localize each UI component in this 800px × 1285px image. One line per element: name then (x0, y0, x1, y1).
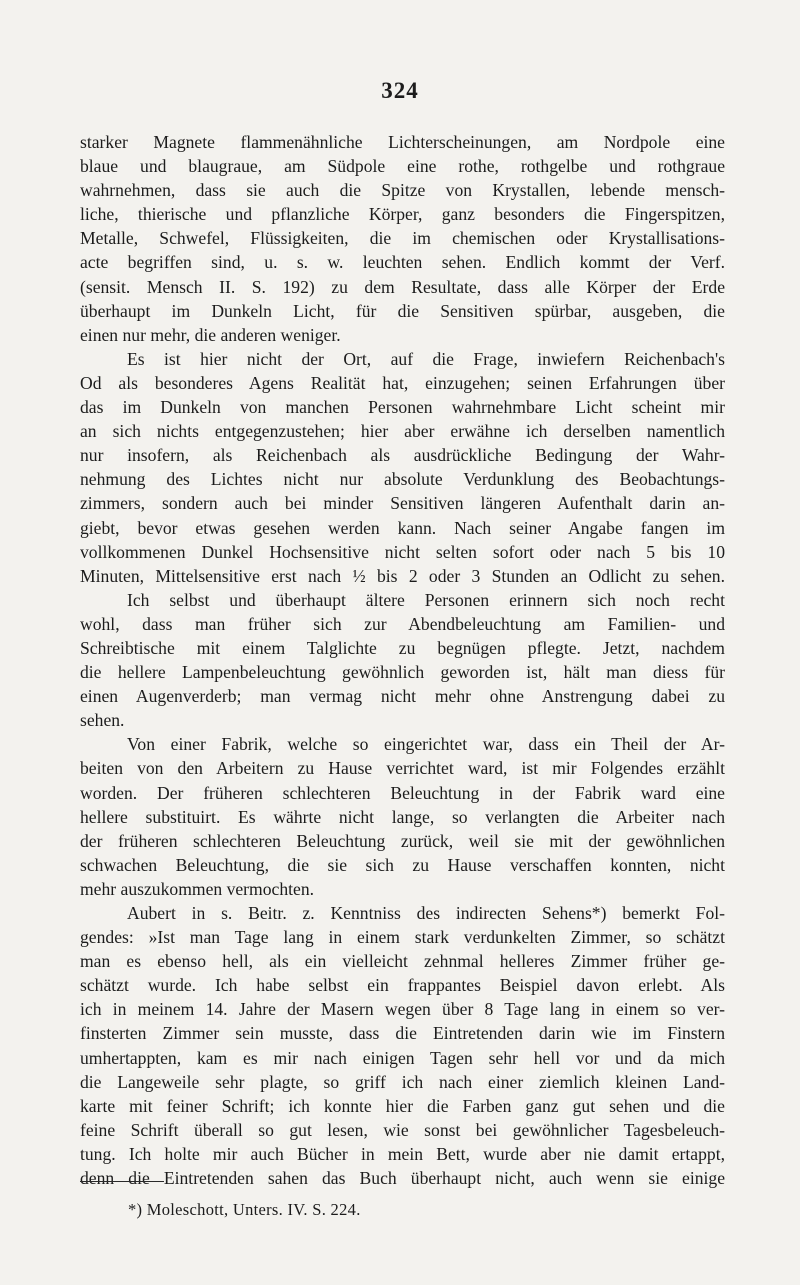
text-line: der früheren schlechteren Beleuchtung zurück, weil sie mit der gewöhnlichen (80, 830, 725, 851)
text-line: Metalle, Schwefel, Flüssigkeiten, die im chemischen oder Krystallisations- (80, 228, 725, 249)
text-line: vollkommenen Dunkel Hochsensitive nicht selten sofort oder nach 5 bis 10 (80, 541, 725, 562)
text-line: die hellere Lampenbeleuchtung gewöhnlich geworden ist, hält man diess für (80, 662, 725, 683)
text-line: acte begriffen sind, u. s. w. leuchten sehen. Endlich kommt der Verf. (80, 252, 725, 273)
page-number: 324 (381, 78, 419, 103)
text-line: (sensit. Mensch II. S. 192) zu dem Resultate, dass alle Körper der Erde (80, 276, 725, 297)
text-line: ich in meinem 14. Jahre der Masern wegen über 8 Tage lang in einem so ver- (80, 999, 725, 1020)
text-line: giebt, bevor etwas gesehen werden kann. Nach seiner Angabe fangen im (80, 517, 725, 538)
text-line: denn die Eintretenden sahen das Buch überhaupt nicht, auch wenn sie einige (80, 1168, 725, 1189)
text-line: Od als besonderes Agens Realität hat, einzugehen; seinen Erfahrungen über (80, 372, 725, 393)
text-line: wohl, dass man früher sich zur Abendbeleuchtung am Familien- und (80, 613, 725, 634)
text-line: schwachen Beleuchtung, die sie sich zu Hause verschaffen konnten, nicht (80, 854, 725, 875)
body-text (80, 130, 725, 1190)
text-line: finsterten Zimmer sein musste, dass die Eintretenden darin wie im Finstern (80, 1023, 725, 1044)
text-line: nur insofern, als Reichenbach als ausdrückliche Bedingung der Wahr- (80, 445, 725, 466)
text-line: tung. Ich holte mir auch Bücher in mein Bett, wurde aber nie damit ertappt, (80, 1143, 725, 1164)
text-line: blaue und blaugraue, am Südpole eine rothe, rothgelbe und rothgraue (80, 156, 725, 177)
text-line: gendes: »Ist man Tage lang in einem stark verdunkelten Zimmer, so schätzt (80, 927, 725, 948)
text-line: man es ebenso hell, als ein vielleicht zehnmal helleres Zimmer früher ge- (80, 951, 725, 972)
text-line: mehr auszukommen vermochten. (80, 878, 315, 899)
text-line: umhertappten, kam es mir nach einigen Tagen sehr hell vor und da mich (80, 1047, 725, 1068)
text-line: Schreibtische mit einem Talglichte zu begnügen pflegte. Jetzt, nachdem (80, 637, 725, 658)
text-line: die Langeweile sehr plagte, so griff ich nach einer ziemlich kleinen Land- (80, 1071, 725, 1092)
text-line: karte mit feiner Schrift; ich konnte hier die Farben ganz gut sehen und die (80, 1095, 725, 1116)
text-line: schätzt wurde. Ich habe selbst ein frappantes Beispiel davon erlebt. Als (80, 975, 725, 996)
text-line: zimmers, sondern auch bei minder Sensitiven längeren Aufenthalt darin an- (80, 493, 725, 514)
text-line: Es ist hier nicht der Ort, auf die Frage, inwiefern Reichenbach's (127, 348, 725, 369)
text-line: hellere substituirt. Es währte nicht lange, so verlangten die Arbeiter nach (80, 806, 725, 827)
footnote-divider (80, 1181, 164, 1182)
text-line: liche, thierische und pflanzliche Körper, ganz besonders die Fingerspitzen, (80, 204, 725, 225)
text-line: Minuten, Mittelsensitive erst nach ½ bis 2 oder 3 Stunden an Odlicht zu sehen. (80, 565, 725, 586)
text-line: Ich selbst und überhaupt ältere Personen erinnern sich noch recht (127, 589, 725, 610)
text-line: das im Dunkeln von manchen Personen wahrnehmbare Licht scheint mir (80, 397, 725, 418)
text-line: starker Magnete flammenähnliche Lichterscheinungen, am Nordpole eine (80, 132, 725, 152)
text-line: Von einer Fabrik, welche so eingerichtet war, dass ein Theil der Ar- (127, 734, 725, 755)
text-line: beiten von den Arbeitern zu Hause verrichtet ward, ist mir Folgendes erzählt (80, 758, 725, 779)
text-line: wahrnehmen, dass sie auch die Spitze von Krystallen, lebende mensch- (80, 180, 725, 201)
text-line: feine Schrift überall so gut lesen, wie sonst bei gewöhnlicher Tagesbeleuch- (80, 1119, 725, 1140)
text-line: überhaupt im Dunkeln Licht, für die Sensitiven spürbar, ausgeben, die (80, 300, 725, 321)
text-line: Aubert in s. Beitr. z. Kenntniss des indirecten Sehens*) bemerkt Fol- (127, 903, 725, 923)
text-line: worden. Der früheren schlechteren Beleuchtung in der Fabrik ward eine (80, 782, 725, 803)
text-line: einen nur mehr, die anderen weniger. (80, 324, 341, 345)
footnote: *) Moleschott, Unters. IV. S. 224. (128, 1200, 361, 1219)
text-line: einen Augenverderb; man vermag nicht mehr ohne Anstrengung dabei zu (80, 686, 725, 707)
text-line: sehen. (80, 710, 125, 731)
text-line: nehmung des Lichtes nicht nur absolute Verdunklung des Beobachtungs- (80, 469, 725, 490)
text-line: an sich nichts entgegenzustehen; hier aber erwähne ich derselben namentlich (80, 421, 725, 442)
